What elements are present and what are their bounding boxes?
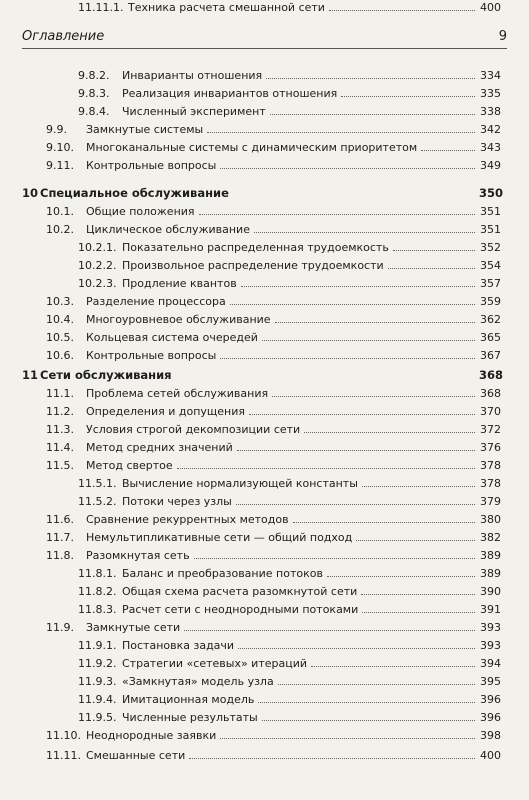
toc-entry-title: Постановка задачи xyxy=(122,639,235,652)
dot-leader xyxy=(341,96,475,97)
toc-entry-number: 11.3. xyxy=(46,423,74,436)
toc-entry xyxy=(46,548,501,562)
toc-entry-title: Реализация инвариантов отношения xyxy=(122,87,338,100)
toc-entry-title: Многоканальные системы с динамическим приоритетом xyxy=(86,141,418,154)
toc-chapter-entry xyxy=(22,186,504,200)
toc-entry-title: Метод средних значений xyxy=(86,441,233,454)
toc-entry xyxy=(78,710,501,724)
toc-entry xyxy=(46,122,501,136)
toc-entry-number: 11.7. xyxy=(46,531,74,544)
toc-entry-title: Контрольные вопросы xyxy=(86,159,217,172)
dot-leader xyxy=(220,358,475,359)
toc-entry-page: 398 xyxy=(480,729,501,742)
toc-entry-title: Численный эксперимент xyxy=(122,105,266,118)
toc-entry-title: Разомкнутая сеть xyxy=(86,549,190,562)
toc-entry xyxy=(46,312,501,326)
toc-entry xyxy=(78,476,501,490)
toc-entry-page: 359 xyxy=(480,295,501,308)
toc-entry-page: 378 xyxy=(480,459,501,472)
toc-entry xyxy=(78,104,501,118)
toc-entry-page: 343 xyxy=(480,141,501,154)
dot-leader xyxy=(421,150,475,151)
header-title: Оглавление xyxy=(22,28,105,44)
toc-entry-number: 9.9. xyxy=(46,123,67,136)
toc-entry-number: 10.2. xyxy=(46,223,74,236)
toc-entry-number: 10.2.3. xyxy=(78,277,117,290)
toc-entry-title: Вычисление нормализующей константы xyxy=(122,477,358,490)
dot-leader xyxy=(278,684,475,685)
toc-entry-page: 362 xyxy=(480,313,501,326)
toc-entry xyxy=(78,0,501,14)
toc-entry-number: 11.11.1. xyxy=(78,1,124,14)
dot-leader xyxy=(362,486,475,487)
toc-entry xyxy=(78,86,501,100)
dot-leader xyxy=(311,666,475,667)
toc-entry-title: Техника расчета смешанной сети xyxy=(128,1,325,14)
toc-entry xyxy=(46,620,501,634)
toc-chapter-entry xyxy=(22,368,504,382)
toc-entry-title: Общая схема расчета разомкнутой сети xyxy=(122,585,358,598)
toc-entry-page: 367 xyxy=(480,349,501,362)
toc-entry xyxy=(78,276,501,290)
toc-entry xyxy=(78,566,501,580)
dot-leader xyxy=(327,576,475,577)
dot-leader xyxy=(220,168,475,169)
toc-entry-title: Произвольное распределение трудоемкости xyxy=(122,259,384,272)
toc-entry xyxy=(46,440,501,454)
toc-entry-page: 382 xyxy=(480,531,501,544)
toc-entry xyxy=(46,294,501,308)
toc-entry-number: 9.10. xyxy=(46,141,74,154)
toc-entry-page: 342 xyxy=(480,123,501,136)
toc-entry-number: 10.2.2. xyxy=(78,259,117,272)
dot-leader xyxy=(362,612,475,613)
dot-leader xyxy=(388,268,475,269)
toc-entry xyxy=(78,692,501,706)
toc-entry-page: 370 xyxy=(480,405,501,418)
dot-leader xyxy=(220,738,475,739)
dot-leader xyxy=(254,232,475,233)
dot-leader xyxy=(275,322,475,323)
toc-entry-page: 351 xyxy=(480,223,501,236)
dot-leader xyxy=(270,114,475,115)
toc-entry-number: 11.5.1. xyxy=(78,477,117,490)
toc-entry xyxy=(46,422,501,436)
header-rule xyxy=(22,48,507,49)
toc-entry-number: 11.10. xyxy=(46,729,81,742)
toc-entry xyxy=(46,386,501,400)
toc-entry-title: Специальное обслуживание xyxy=(40,186,229,200)
dot-leader xyxy=(262,340,475,341)
toc-entry-title: Потоки через узлы xyxy=(122,495,232,508)
dot-leader xyxy=(238,648,475,649)
toc-entry-number: 11.6. xyxy=(46,513,74,526)
toc-entry-page: 349 xyxy=(480,159,501,172)
dot-leader xyxy=(293,522,475,523)
toc-entry-number: 9.8.3. xyxy=(78,87,110,100)
toc-entry-number: 11.9.2. xyxy=(78,657,117,670)
toc-entry-title: Условия строгой декомпозиции сети xyxy=(86,423,301,436)
toc-entry-title: «Замкнутая» модель узла xyxy=(122,675,274,688)
toc-entry-page: 380 xyxy=(480,513,501,526)
dot-leader xyxy=(237,450,475,451)
toc-entry-title: Стратегии «сетевых» итераций xyxy=(122,657,308,670)
toc-entry xyxy=(46,222,501,236)
toc-entry-page: 365 xyxy=(480,331,501,344)
toc-entry-number: 11.2. xyxy=(46,405,74,418)
dot-leader xyxy=(361,594,475,595)
toc-entry-title: Замкнутые системы xyxy=(86,123,204,136)
toc-entry-number: 10.3. xyxy=(46,295,74,308)
toc-entry xyxy=(46,158,501,172)
toc-entry-number: 11.1. xyxy=(46,387,74,400)
toc-entry-page: 389 xyxy=(480,567,501,580)
toc-entry-title: Численные результаты xyxy=(122,711,258,724)
toc-entry-number: 11.8.2. xyxy=(78,585,117,598)
toc-entry-title: Циклическое обслуживание xyxy=(86,223,250,236)
toc-entry-number: 10.1. xyxy=(46,205,74,218)
toc-entry-page: 378 xyxy=(480,477,501,490)
toc-entry-page: 368 xyxy=(480,387,501,400)
toc-entry-page: 400 xyxy=(480,749,501,762)
toc-entry-page: 391 xyxy=(480,603,501,616)
page-number: 9 xyxy=(498,28,507,44)
toc-entry-number: 10.4. xyxy=(46,313,74,326)
toc-entry-number: 10 xyxy=(22,186,39,200)
toc-entry-page: 390 xyxy=(480,585,501,598)
dot-leader xyxy=(189,758,475,759)
toc-entry xyxy=(78,602,501,616)
toc-entry-page: 351 xyxy=(480,205,501,218)
toc-entry-title: Показательно распределенная трудоемкость xyxy=(122,241,389,254)
dot-leader xyxy=(266,78,475,79)
toc-entry-number: 11 xyxy=(22,368,39,382)
toc-entry xyxy=(78,656,501,670)
toc-entry xyxy=(78,674,501,688)
toc-entry-title: Смешанные сети xyxy=(86,749,186,762)
dot-leader xyxy=(207,132,475,133)
dot-leader xyxy=(249,414,475,415)
toc-entry-page: 395 xyxy=(480,675,501,688)
toc-entry-page: 376 xyxy=(480,441,501,454)
dot-leader xyxy=(356,540,475,541)
dot-leader xyxy=(236,504,475,505)
toc-entry-title: Расчет сети с неоднородными потоками xyxy=(122,603,359,616)
toc-entry-title: Баланс и преобразование потоков xyxy=(122,567,323,580)
toc-entry-number: 11.9.1. xyxy=(78,639,117,652)
running-header xyxy=(22,26,507,46)
toc-entry-number: 9.8.4. xyxy=(78,105,110,118)
toc-entry-title: Замкнутые сети xyxy=(86,621,181,634)
toc-entry xyxy=(78,638,501,652)
toc-entry-number: 11.4. xyxy=(46,441,74,454)
toc-entry-number: 11.8.3. xyxy=(78,603,117,616)
toc-entry-title: Немультипликативные сети — общий подход xyxy=(86,531,353,544)
toc-entry-page: 335 xyxy=(480,87,501,100)
toc-entry-number: 11.8.1. xyxy=(78,567,117,580)
toc-entry xyxy=(78,258,501,272)
toc-entry xyxy=(78,584,501,598)
toc-entry-page: 352 xyxy=(480,241,501,254)
toc-entry-number: 11.9. xyxy=(46,621,74,634)
toc-entry xyxy=(46,728,501,742)
toc-entry xyxy=(46,140,501,154)
toc-entry-page: 393 xyxy=(480,621,501,634)
toc-entry-number: 10.5. xyxy=(46,331,74,344)
toc-entry-title: Общие положения xyxy=(86,205,195,218)
toc-entry-number: 11.9.4. xyxy=(78,693,117,706)
toc-entry-title: Имитационная модель xyxy=(122,693,255,706)
toc-entry xyxy=(46,204,501,218)
dot-leader xyxy=(304,432,475,433)
toc-entry-number: 10.2.1. xyxy=(78,241,117,254)
toc-entry-page: 338 xyxy=(480,105,501,118)
toc-entry-page: 400 xyxy=(480,1,501,14)
toc-entry-title: Сравнение рекуррентных методов xyxy=(86,513,289,526)
dot-leader xyxy=(262,720,475,721)
toc-entry-page: 350 xyxy=(479,186,504,200)
dot-leader xyxy=(184,630,475,631)
dot-leader xyxy=(194,558,475,559)
toc-entry-number: 11.9.3. xyxy=(78,675,117,688)
toc-entry-page: 389 xyxy=(480,549,501,562)
toc-entry-page: 368 xyxy=(479,368,504,382)
toc-entry-title: Продление квантов xyxy=(122,277,237,290)
dot-leader xyxy=(258,702,475,703)
dot-leader xyxy=(177,468,475,469)
toc-entry-number: 10.6. xyxy=(46,349,74,362)
toc-entry-title: Разделение процессора xyxy=(86,295,226,308)
toc-entry-title: Неоднородные заявки xyxy=(86,729,217,742)
toc-entry-number: 9.8.2. xyxy=(78,69,110,82)
dot-leader xyxy=(393,250,475,251)
toc-entry-page: 396 xyxy=(480,693,501,706)
toc-entry-number: 11.5.2. xyxy=(78,495,117,508)
toc-entry-page: 396 xyxy=(480,711,501,724)
toc-entry-page: 357 xyxy=(480,277,501,290)
toc-entry-title: Кольцевая система очередей xyxy=(86,331,258,344)
dot-leader xyxy=(329,10,475,11)
toc-entry-page: 394 xyxy=(480,657,501,670)
toc-entry-page: 379 xyxy=(480,495,501,508)
toc-entry xyxy=(46,530,501,544)
toc-entry-title: Многоуровневое обслуживание xyxy=(86,313,271,326)
toc-entry xyxy=(78,240,501,254)
toc-entry xyxy=(46,512,501,526)
toc-entry-title: Определения и допущения xyxy=(86,405,245,418)
toc-entry-number: 11.8. xyxy=(46,549,74,562)
toc-entry-page: 334 xyxy=(480,69,501,82)
toc-entry-number: 9.11. xyxy=(46,159,74,172)
toc-entry xyxy=(46,404,501,418)
toc-entry-title: Контрольные вопросы xyxy=(86,349,217,362)
toc-entry-title: Инварианты отношения xyxy=(122,69,263,82)
toc-entry xyxy=(78,68,501,82)
toc-entry xyxy=(78,494,501,508)
toc-entry xyxy=(46,748,501,762)
toc-entry-number: 11.5. xyxy=(46,459,74,472)
dot-leader xyxy=(241,286,475,287)
toc-entry-page: 393 xyxy=(480,639,501,652)
toc-entry xyxy=(46,348,501,362)
dot-leader xyxy=(272,396,475,397)
toc-entry xyxy=(46,330,501,344)
toc-entry-page: 372 xyxy=(480,423,501,436)
toc-entry-title: Проблема сетей обслуживания xyxy=(86,387,269,400)
dot-leader xyxy=(230,304,475,305)
toc-entry-number: 11.11. xyxy=(46,749,81,762)
toc-entry-title: Метод свертое xyxy=(86,459,173,472)
toc-entry-page: 354 xyxy=(480,259,501,272)
dot-leader xyxy=(199,214,475,215)
toc-entry-title: Сети обслуживания xyxy=(40,368,172,382)
toc-entry xyxy=(46,458,501,472)
toc-entry-number: 11.9.5. xyxy=(78,711,117,724)
